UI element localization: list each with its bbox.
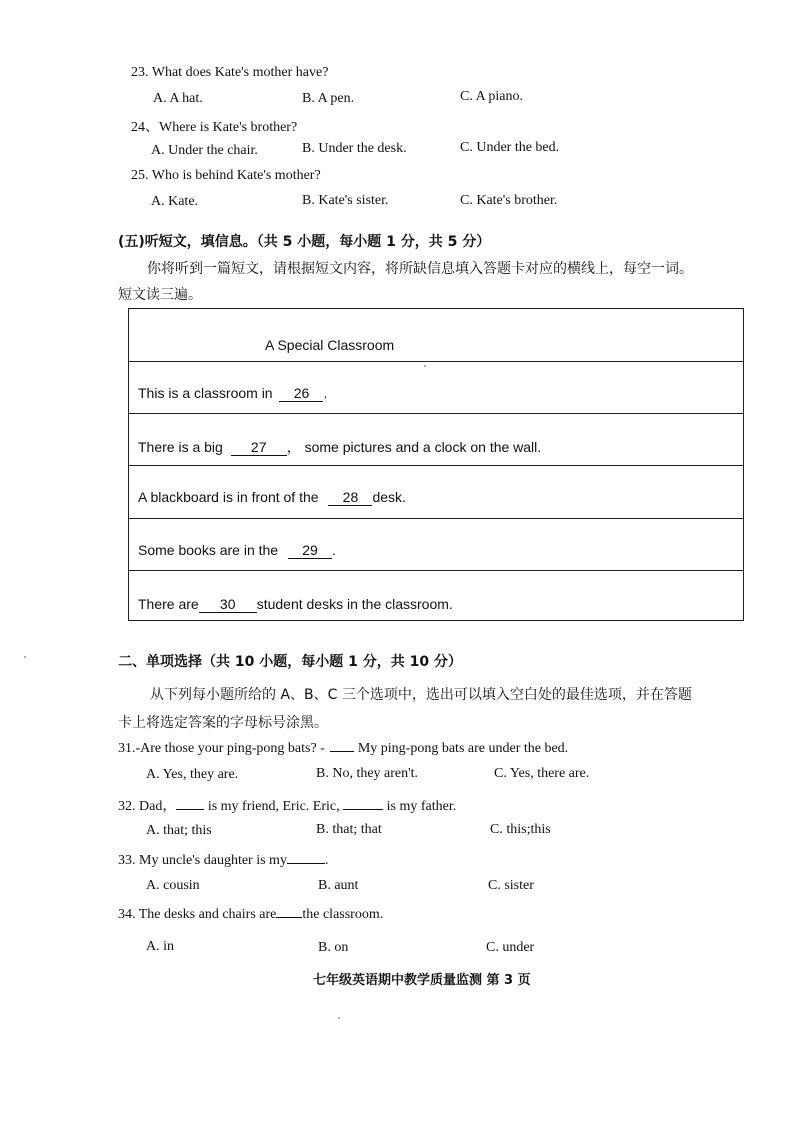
blank-27: 27	[231, 440, 287, 456]
table-row-26: This is a classroom in 26 .	[129, 361, 743, 413]
blank-26: 26	[279, 386, 323, 402]
question-31: 31.-Are those your ping-pong bats? - My ping-pong bats are under the bed.	[118, 741, 569, 756]
option-24-a: A. Under the chair.	[151, 143, 258, 158]
answer-blank-34	[276, 905, 302, 918]
option-25-b: B. Kate's sister.	[302, 193, 389, 208]
table-row-29: Some books are in the 29 .	[129, 518, 743, 570]
option-25-a: A. Kate.	[151, 194, 199, 209]
question-33: 33. My uncle's daughter is my .	[118, 853, 329, 868]
answer-blank-32a	[176, 797, 204, 810]
option-24-b: B. Under the desk.	[302, 141, 407, 156]
section-5-instructions-line2: 短文读三遍。	[118, 287, 202, 303]
option-24-c: C. Under the bed.	[460, 140, 560, 155]
option-33-b: B. aunt	[318, 878, 359, 893]
option-34-c: C. under	[486, 940, 535, 955]
question-32: 32. Dad， is my friend, Eric. Eric, is my father.	[118, 799, 457, 814]
answer-blank-31	[330, 739, 354, 752]
option-31-a: A. Yes, they are.	[146, 767, 239, 782]
option-31-c: C. Yes, there are.	[494, 766, 590, 781]
answer-blank-32b	[343, 797, 383, 810]
section-5-instructions-line1: 你将听到一篇短文，请根据短文内容，将所缺信息填入答题卡对应的横线上，每空一词。	[147, 261, 693, 277]
blank-30: 30	[199, 597, 257, 613]
table-row-30: There are 30 student desks in the classroom.	[129, 570, 743, 622]
question-25: 25. Who is behind Kate's mother?	[131, 168, 321, 183]
option-33-c: C. sister	[488, 878, 534, 893]
option-25-c: C. Kate's brother.	[460, 193, 558, 208]
option-34-a: A. in	[146, 939, 174, 954]
table-row-28: A blackboard is in front of the 28 desk.	[129, 465, 743, 518]
table-title: A Special Classroom	[265, 337, 395, 353]
option-34-b: B. on	[318, 940, 349, 955]
blank-28: 28	[328, 490, 372, 506]
part-2-instructions-line2: 卡上将选定答案的字母标号涂黑。	[118, 715, 328, 731]
blank-29: 29	[288, 543, 332, 559]
option-23-b: B. A pen.	[302, 91, 355, 106]
scan-speck	[424, 365, 426, 367]
page-footer: 七年级英语期中教学质量监测 第 3 页	[313, 973, 531, 988]
info-table	[128, 308, 744, 621]
option-33-a: A. cousin	[146, 878, 200, 893]
option-32-c: C. this;this	[490, 822, 551, 837]
table-row-27: There is a big 27 ， some pictures and a clock on the wall.	[129, 413, 743, 465]
option-31-b: B. No, they aren't.	[316, 766, 419, 781]
scan-speck	[338, 1017, 340, 1019]
section-5-heading: (五)听短文，填信息。（共 5 小题，每小题 1 分，共 5 分）	[118, 234, 491, 250]
option-23-c: C. A piano.	[460, 89, 524, 104]
scan-speck	[24, 656, 26, 658]
part-2-heading: 二、单项选择（共 10 小题，每小题 1 分，共 10 分）	[118, 654, 462, 670]
question-24: 24、Where is Kate's brother?	[131, 120, 298, 135]
question-34: 34. The desks and chairs are the classroom.	[118, 907, 384, 922]
question-23: 23. What does Kate's mother have?	[131, 65, 329, 80]
answer-blank-33	[287, 851, 325, 864]
option-23-a: A. A hat.	[153, 91, 203, 106]
part-2-instructions-line1: 从下列每小题所给的 A、B、C 三个选项中，选出可以填入空白处的最佳选项，并在答题	[150, 687, 692, 703]
option-32-a: A. that; this	[146, 823, 212, 838]
option-32-b: B. that; that	[316, 822, 382, 837]
